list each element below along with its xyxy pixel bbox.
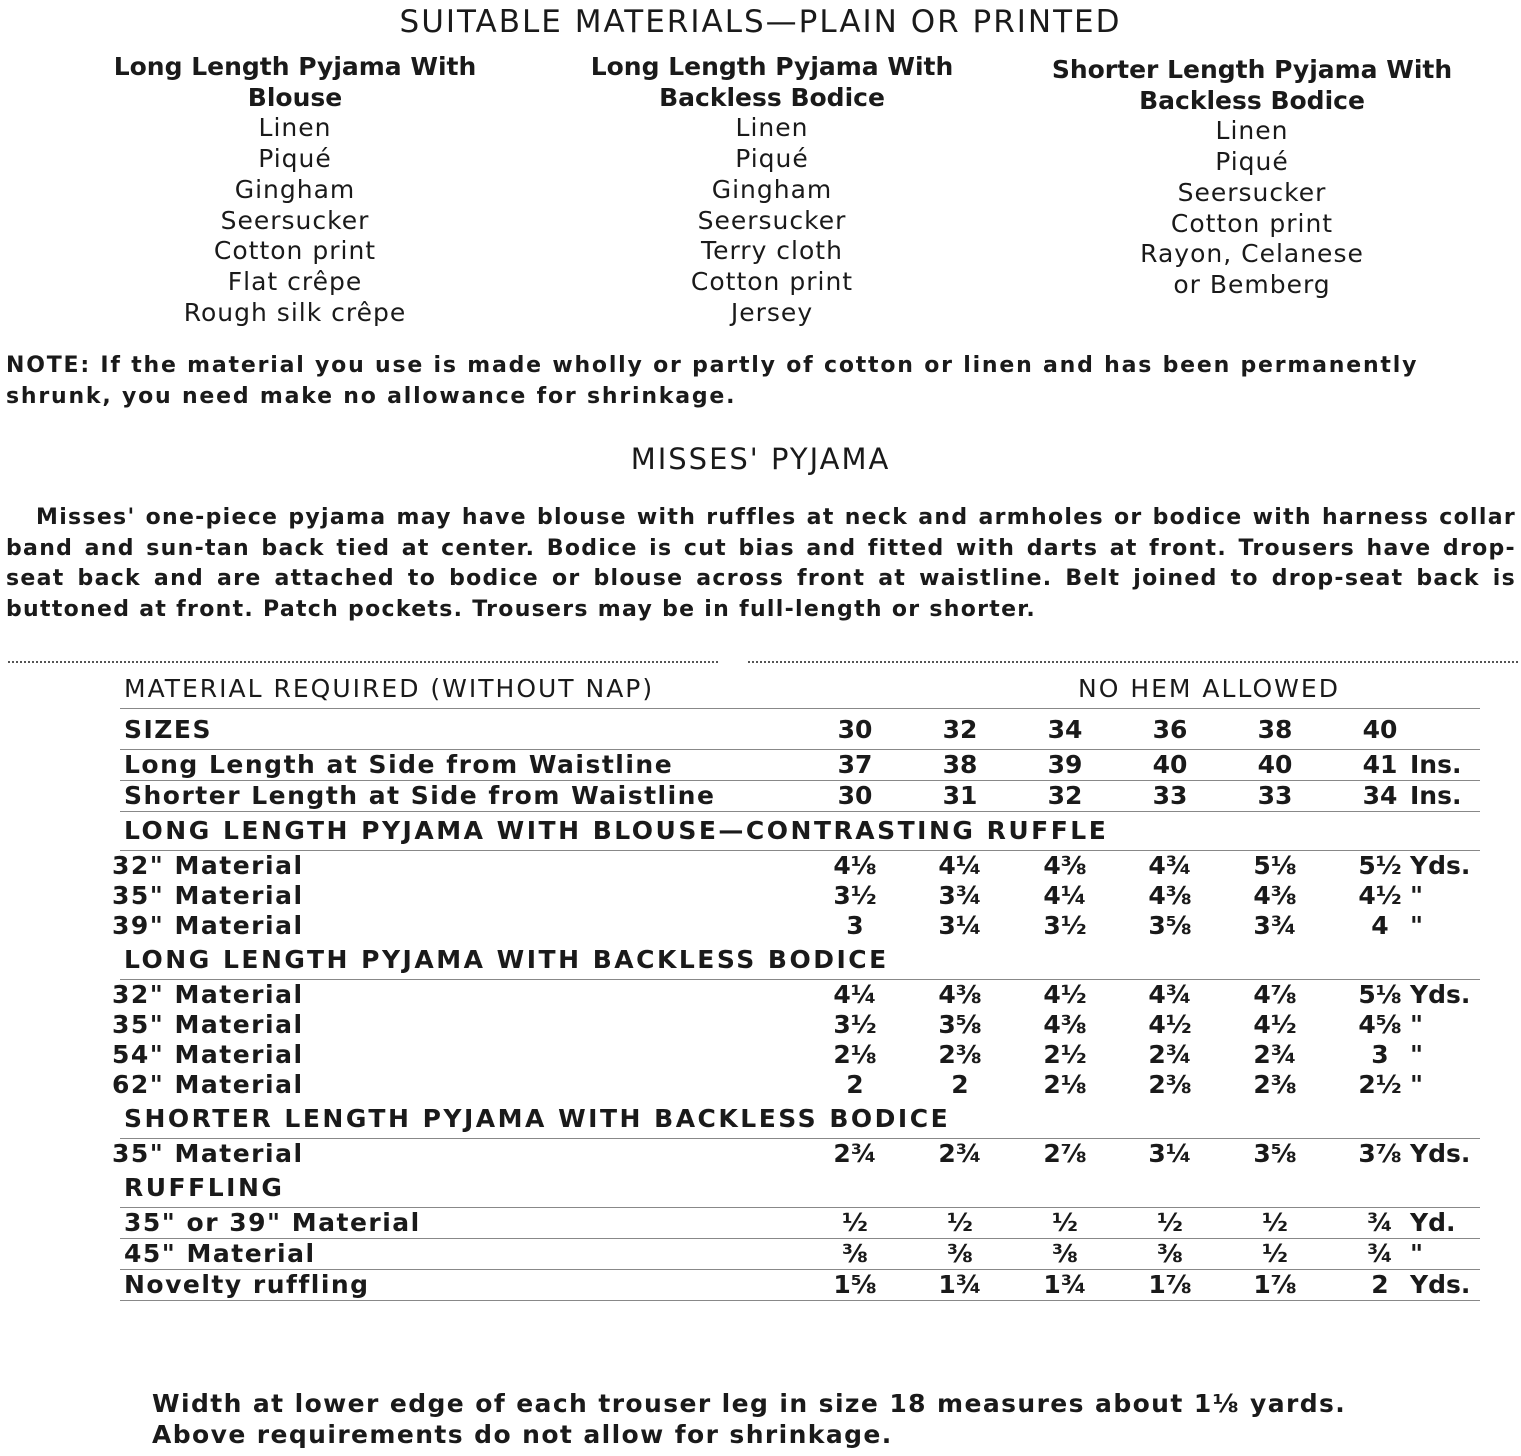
value-cell: 3 — [846, 911, 864, 940]
value-cell: 36 — [1152, 715, 1188, 744]
value-cell: ½ — [842, 1208, 868, 1237]
material-item: Seersucker — [220, 205, 370, 235]
value-cell: 1⅞ — [1253, 1270, 1297, 1299]
value-cell: 2¾ — [1148, 1040, 1192, 1069]
value-cell: 3½ — [833, 1010, 877, 1039]
value-cell: 30 — [837, 781, 873, 810]
value-cell: 4⅜ — [1043, 851, 1087, 880]
value-cell: 4⅜ — [938, 980, 982, 1009]
unit-label: Yds. — [1410, 851, 1471, 880]
value-cell: ½ — [947, 1208, 973, 1237]
table-row — [112, 980, 1480, 1010]
column-header-line-1: Shorter Length Pyjama With — [1051, 55, 1453, 84]
table-row — [112, 1139, 1480, 1169]
value-cell: ⅜ — [1052, 1239, 1078, 1268]
value-cell: 40 — [1152, 750, 1188, 779]
value-cell: ½ — [1262, 1208, 1288, 1237]
value-cell: 3¼ — [938, 911, 982, 940]
value-cell: 41 — [1362, 750, 1398, 779]
value-cell: 3¼ — [1148, 1139, 1192, 1168]
column-header-line-2: Blouse — [247, 82, 343, 112]
materials-column-blouse — [95, 52, 495, 328]
section-title: MISSES' PYJAMA — [630, 442, 891, 476]
pattern-description: Misses' one-piece pyjama may have blouse with ruffles at neck and armholes or bodice with harness collar band and sun-tan back tied at center. Bodice is cut bias and fitted with darts at front. Trousers have drop-seat back and are attached to bodice or blouse across front at waistline. Belt joined to drop-seat back is buttoned at front. Patch pockets. Trousers may be in full-length or shorter. — [6, 505, 1516, 622]
value-cell: 1⅝ — [833, 1270, 877, 1299]
row-label: 35" Material — [112, 1139, 304, 1168]
material-item: Seersucker — [697, 205, 847, 235]
value-cell: 30 — [837, 715, 873, 744]
table-row — [112, 881, 1480, 911]
value-cell: ½ — [1157, 1208, 1183, 1237]
materials-column-backless-short — [1032, 55, 1472, 301]
value-cell: 3½ — [833, 881, 877, 910]
material-item: Rough silk crêpe — [183, 297, 407, 327]
value-cell: 33 — [1152, 781, 1188, 810]
value-cell: 34 — [1047, 715, 1083, 744]
value-cell: 3¾ — [1253, 911, 1297, 940]
value-cell: 3⅝ — [1148, 911, 1192, 940]
value-cell: ⅜ — [947, 1239, 973, 1268]
table-section-row — [120, 812, 1480, 851]
table-row — [120, 709, 1480, 750]
value-cell: 2¾ — [938, 1139, 982, 1168]
value-cell: 2⅛ — [1043, 1070, 1087, 1099]
column-header-line-2: Backless Bodice — [659, 82, 885, 112]
value-cell: 40 — [1257, 750, 1293, 779]
value-cell: 2½ — [1043, 1040, 1087, 1069]
divider-right — [748, 661, 1518, 663]
material-item: Cotton print — [213, 236, 377, 266]
value-cell: 3⅝ — [938, 1010, 982, 1039]
table-footer — [152, 1388, 1346, 1450]
row-label: LONG LENGTH PYJAMA WITH BACKLESS BODICE — [124, 945, 889, 974]
row-label: SHORTER LENGTH PYJAMA WITH BACKLESS BODICE — [124, 1104, 951, 1133]
value-cell: 4⅜ — [1253, 881, 1297, 910]
table-heading-row — [120, 668, 1480, 709]
value-cell: 4¼ — [1043, 881, 1087, 910]
value-cell: 4¾ — [1148, 980, 1192, 1009]
value-cell: 39 — [1047, 750, 1083, 779]
unit-label: Yds. — [1410, 1270, 1471, 1299]
value-cell: 4¼ — [938, 851, 982, 880]
material-item: Terry cloth — [701, 236, 843, 266]
material-item: Flat crêpe — [227, 266, 363, 296]
table-heading-right: NO HEM ALLOWED — [1078, 674, 1340, 703]
table-section-row — [120, 1169, 1480, 1208]
unit-label: " — [1410, 1010, 1424, 1039]
table-row — [112, 1070, 1480, 1100]
table-row — [112, 1010, 1480, 1040]
value-cell: 2⅜ — [938, 1040, 982, 1069]
value-cell: 37 — [837, 750, 873, 779]
table-row — [112, 911, 1480, 941]
material-item: Piqué — [258, 144, 332, 174]
value-cell: 40 — [1362, 715, 1398, 744]
unit-label: Yds. — [1410, 980, 1471, 1009]
material-item: Seersucker — [1177, 177, 1327, 207]
row-label: Novelty ruffling — [124, 1270, 370, 1299]
value-cell: 2⅜ — [1253, 1070, 1297, 1099]
value-cell: 1¾ — [1043, 1270, 1087, 1299]
shrinkage-note: NOTE: If the material you use is made wholly or partly of cotton or linen and has been permanently shrunk, you need make no allowance for shrinkage. — [6, 353, 1419, 409]
table-row — [120, 1208, 1480, 1239]
unit-label: Yds. — [1410, 1139, 1471, 1168]
table-row — [120, 1239, 1480, 1270]
value-cell: ¾ — [1367, 1208, 1393, 1237]
value-cell: ¾ — [1367, 1239, 1393, 1268]
material-item: Piqué — [1215, 147, 1289, 177]
value-cell: 3½ — [1043, 911, 1087, 940]
page-title: SUITABLE MATERIALS—PLAIN OR PRINTED — [399, 4, 1122, 40]
row-label: 35" Material — [112, 881, 304, 910]
row-label: 32" Material — [112, 851, 304, 880]
value-cell: 4⅜ — [1148, 881, 1192, 910]
material-item: or Bemberg — [1173, 269, 1331, 299]
value-cell: 3⅞ — [1358, 1139, 1402, 1168]
unit-label: Yd. — [1410, 1208, 1456, 1237]
material-item: Piqué — [735, 144, 809, 174]
value-cell: 2¾ — [833, 1139, 877, 1168]
footer-line: Width at lower edge of each trouser leg in size 18 measures about 1⅛ yards. — [152, 1389, 1347, 1418]
value-cell: 32 — [942, 715, 978, 744]
material-item: Cotton print — [690, 266, 854, 296]
column-header-line-1: Long Length Pyjama With — [590, 52, 954, 81]
unit-label: " — [1410, 1239, 1424, 1268]
table-body — [112, 709, 1480, 1301]
unit-label: Ins. — [1410, 781, 1462, 810]
row-label: SIZES — [124, 715, 213, 744]
value-cell: 3¾ — [938, 881, 982, 910]
value-cell: ½ — [1262, 1239, 1288, 1268]
value-cell: 4¼ — [833, 980, 877, 1009]
unit-label: " — [1410, 1070, 1424, 1099]
table-section-row — [120, 941, 1480, 980]
table-row — [120, 750, 1480, 781]
value-cell: ⅜ — [1157, 1239, 1183, 1268]
value-cell: 4½ — [1358, 881, 1402, 910]
value-cell: 38 — [1257, 715, 1293, 744]
table-row — [112, 1040, 1480, 1070]
material-item: Cotton print — [1170, 208, 1334, 238]
table-row — [120, 781, 1480, 812]
value-cell: 1¾ — [938, 1270, 982, 1299]
material-item: Linen — [258, 113, 332, 143]
unit-label: " — [1410, 1040, 1424, 1069]
row-label: RUFFLING — [124, 1173, 285, 1202]
value-cell: 4 — [1371, 911, 1389, 940]
value-cell: 33 — [1257, 781, 1293, 810]
table-section-row — [120, 1100, 1480, 1139]
value-cell: 4⅞ — [1253, 980, 1297, 1009]
value-cell: 5⅛ — [1358, 980, 1402, 1009]
material-requirements-table — [112, 668, 1480, 1301]
value-cell: 2¾ — [1253, 1040, 1297, 1069]
value-cell: 32 — [1047, 781, 1083, 810]
value-cell: 4½ — [1148, 1010, 1192, 1039]
material-item: Linen — [735, 113, 809, 143]
row-label: 35" or 39" Material — [124, 1208, 421, 1237]
value-cell: 2⅜ — [1148, 1070, 1192, 1099]
table-row — [112, 851, 1480, 881]
row-label: 32" Material — [112, 980, 304, 1009]
unit-label: Ins. — [1410, 750, 1462, 779]
value-cell: 2⅛ — [833, 1040, 877, 1069]
row-label: Shorter Length at Side from Waistline — [124, 781, 716, 810]
column-header-line-2: Backless Bodice — [1139, 85, 1365, 115]
value-cell: 4⅝ — [1358, 1010, 1402, 1039]
column-header-line-1: Long Length Pyjama With — [113, 52, 477, 81]
value-cell: 38 — [942, 750, 978, 779]
value-cell: 4⅛ — [833, 851, 877, 880]
divider-left — [8, 661, 718, 663]
value-cell: 1⅞ — [1148, 1270, 1192, 1299]
value-cell: 5⅛ — [1253, 851, 1297, 880]
value-cell: 5½ — [1358, 851, 1402, 880]
value-cell: ½ — [1052, 1208, 1078, 1237]
value-cell: 34 — [1362, 781, 1398, 810]
value-cell: 4½ — [1043, 980, 1087, 1009]
table-heading-left: MATERIAL REQUIRED (WITHOUT NAP) — [124, 674, 655, 703]
materials-column-backless-long — [562, 52, 982, 328]
unit-label: " — [1410, 911, 1424, 940]
row-label: 35" Material — [112, 1010, 304, 1039]
value-cell: 4¾ — [1148, 851, 1192, 880]
value-cell: 2⅞ — [1043, 1139, 1087, 1168]
material-item: Linen — [1215, 116, 1289, 146]
row-label: 45" Material — [124, 1239, 316, 1268]
material-item: Gingham — [711, 174, 833, 204]
value-cell: 2 — [1371, 1270, 1389, 1299]
value-cell: 3 — [1371, 1040, 1389, 1069]
row-label: 39" Material — [112, 911, 304, 940]
row-label: 54" Material — [112, 1040, 304, 1069]
row-label: Long Length at Side from Waistline — [124, 750, 674, 779]
value-cell: 2 — [951, 1070, 969, 1099]
value-cell: 3⅝ — [1253, 1139, 1297, 1168]
material-item: Jersey — [730, 297, 814, 327]
row-label: 62" Material — [112, 1070, 304, 1099]
value-cell: 4½ — [1253, 1010, 1297, 1039]
table-row — [120, 1270, 1480, 1301]
value-cell: 4⅜ — [1043, 1010, 1087, 1039]
unit-label: " — [1410, 881, 1424, 910]
value-cell: 2½ — [1358, 1070, 1402, 1099]
material-item: Gingham — [234, 174, 356, 204]
value-cell: ⅜ — [842, 1239, 868, 1268]
row-label: LONG LENGTH PYJAMA WITH BLOUSE—CONTRASTING RUFFLE — [124, 816, 1109, 845]
material-item: Rayon, Celanese — [1140, 239, 1364, 269]
footer-line: Above requirements do not allow for shrinkage. — [152, 1420, 893, 1449]
value-cell: 31 — [942, 781, 978, 810]
value-cell: 2 — [846, 1070, 864, 1099]
